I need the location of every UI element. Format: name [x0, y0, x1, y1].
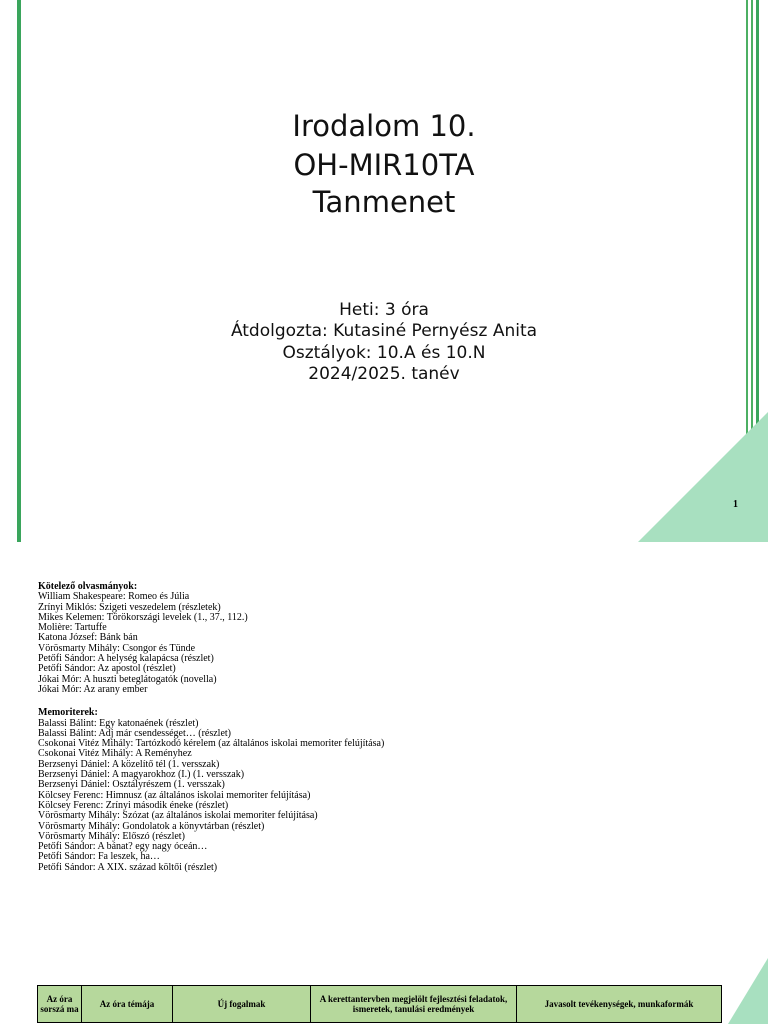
lesson-plan-table: [37, 985, 722, 1023]
list-item: Berzsenyi Dániel: A közelítő tél (1. versszak): [38, 758, 220, 770]
list-item: Petőfi Sándor: Fa leszek, ha…: [38, 851, 160, 863]
header-lesson-topic: Az óra témája: [82, 986, 173, 1023]
list-item: Katona József: Bánk bán: [38, 632, 138, 644]
list-item: Vörösmarty Mihály: Gondolatok a könyvtárban (részlet): [38, 820, 265, 832]
list-item: Kölcsey Ferenc: Himnusz (az általános iskolai memoriter felújítása): [38, 789, 311, 801]
table-header-row: [38, 986, 722, 1023]
header-suggested-activities: Javasolt tevékenységek, munkaformák: [517, 986, 722, 1023]
list-item: Mikes Kelemen: Törökországi levelek (1., 37., 112.): [38, 611, 248, 623]
list-item: Jókai Mór: A huszti beteglátogatók (novella): [38, 673, 217, 685]
list-item: Berzsenyi Dániel: Osztályrészem (1. versszak): [38, 779, 225, 791]
header-new-concepts: Új fogalmak: [173, 986, 311, 1023]
document-body: [38, 582, 738, 873]
page-separator: [0, 542, 768, 550]
header-development-tasks: A kerettantervben megjelölt fejlesztési feladatok, ismeretek, tanulási eredmények: [311, 986, 517, 1023]
list-item: Vörösmarty Mihály: Csongor és Tünde: [38, 642, 196, 654]
slide-info-line: Heti: 3 óra: [339, 300, 429, 320]
readings-list: [38, 592, 738, 695]
list-item: Kölcsey Ferenc: Zrínyi második éneke (részlet): [38, 799, 229, 811]
slide-title-line: Tanmenet: [312, 185, 456, 219]
spacer: [38, 695, 738, 708]
slide-title-line: OH-MIR10TA: [293, 148, 475, 182]
readings-heading: Kötelező olvasmányok:: [38, 581, 138, 592]
list-item: William Shakespeare: Romeo és Júlia: [38, 591, 190, 603]
slide-info-line: Osztályok: 10.A és 10.N: [282, 343, 486, 363]
memoriter-heading: Memoriterek:: [38, 707, 98, 719]
list-item: Molière: Tartuffe: [38, 622, 107, 634]
list-item: Vörösmarty Mihály: Előszó (részlet): [38, 830, 185, 842]
page-number: 1: [733, 499, 738, 510]
list-item: Petőfi Sándor: A bánat? egy nagy óceán…: [38, 841, 208, 853]
list-item: Petőfi Sándor: A helység kalapácsa (részlet): [38, 653, 214, 665]
list-item: Balassi Bálint: Egy katonaének (részlet): [38, 717, 199, 729]
list-item: Vörösmarty Mihály: Szózat (az általános iskolai memoriter felújítása): [38, 810, 318, 822]
list-item: Petőfi Sándor: A XIX. század költői (részlet): [38, 861, 218, 873]
slide-info-line: 2024/2025. tanév: [308, 364, 460, 384]
slide-title-line: Irodalom 10.: [292, 109, 476, 143]
list-item: Csokonai Vitéz Mihály: A Reményhez: [38, 748, 192, 760]
list-item: Berzsenyi Dániel: A magyarokhoz (I.) (1. versszak): [38, 769, 245, 781]
list-item: Balassi Bálint: Adj már csendességet… (részlet): [38, 727, 232, 739]
header-lesson-number: Az óra sorszá ma: [38, 986, 82, 1023]
list-item: Zrínyi Miklós: Szigeti veszedelem (részletek): [38, 601, 221, 613]
list-item: Petőfi Sándor: Az apostol (részlet): [38, 663, 176, 675]
memoriter-list: [38, 719, 738, 873]
list-item: Jókai Mór: Az arany ember: [38, 683, 148, 695]
slide-info-line: Átdolgozta: Kutasiné Pernyész Anita: [230, 321, 538, 341]
list-item: Csokonai Vitéz Mihály: Tartózkodó kérelem (az általános iskolai memoriter felújítása): [38, 738, 385, 750]
decorative-triangle: [728, 954, 768, 1024]
